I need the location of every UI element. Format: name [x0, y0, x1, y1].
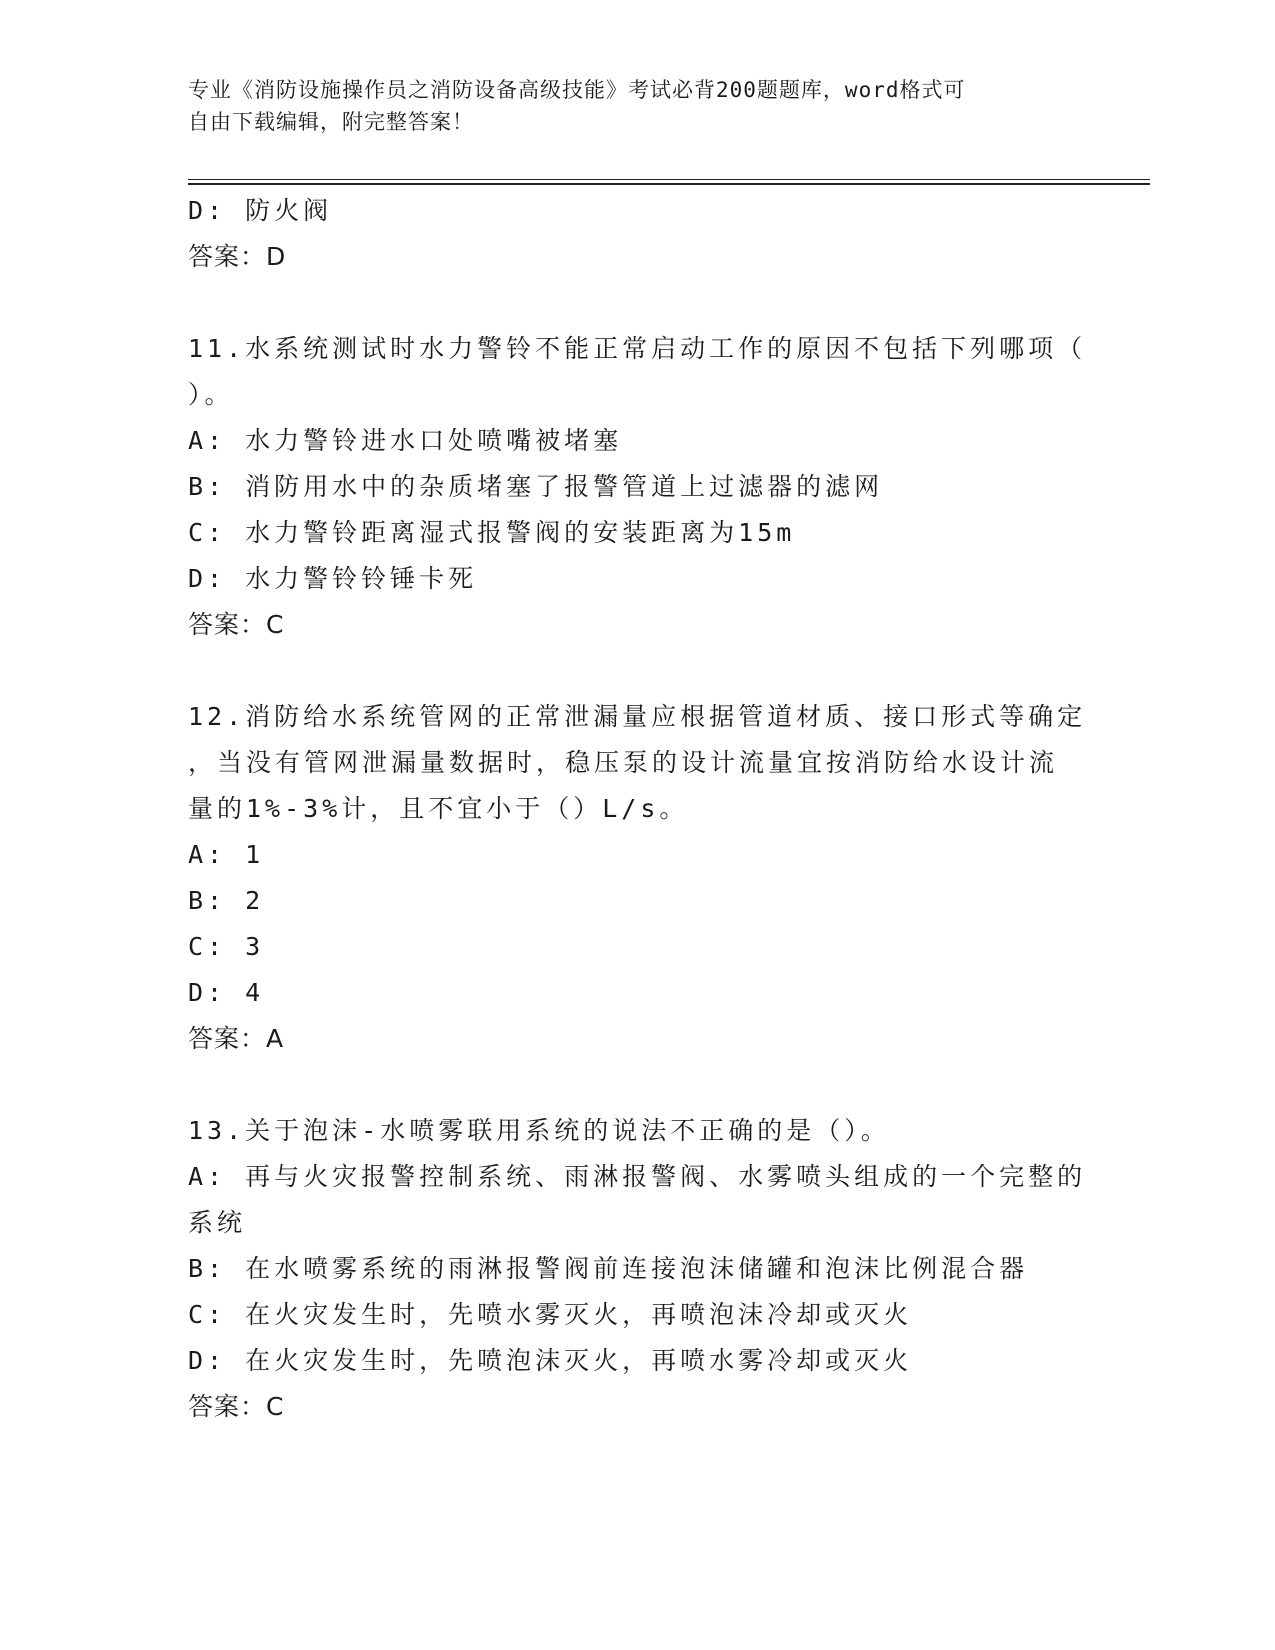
- question-stem: ，当没有管网泄漏量数据时，稳压泵的设计流量宜按消防给水设计流: [188, 748, 1059, 777]
- spacer: [188, 1062, 1088, 1108]
- answer: 答案：C: [188, 610, 285, 639]
- option-d: D: 4: [188, 978, 265, 1007]
- option-a: A: 水力警铃进水口处喷嘴被堵塞: [188, 426, 623, 455]
- answer: 答案：C: [188, 1392, 285, 1421]
- document-header: [188, 74, 1088, 138]
- option-b: B: 消防用水中的杂质堵塞了报警管道上过滤器的滤网: [188, 472, 884, 501]
- option-a-continued: 系统: [188, 1208, 247, 1237]
- question-13: [188, 1108, 1088, 1430]
- option-c: C: 3: [188, 932, 265, 961]
- option-a: A: 再与火灾报警控制系统、雨淋报警阀、水雾喷头组成的一个完整的: [188, 1162, 1087, 1191]
- option-b: B: 2: [188, 886, 265, 915]
- question-stem: ）。: [188, 380, 234, 409]
- option-c: C: 水力警铃距离湿式报警阀的安装距离为15m: [188, 518, 796, 547]
- spacer: [188, 280, 1088, 326]
- question-stem: 量的1%-3%计，且不宜小于（）L/s。: [188, 794, 689, 823]
- option-d: D: 在火灾发生时，先喷泡沫灭火，再喷水雾冷却或灭火: [188, 1346, 913, 1375]
- document-body: [188, 188, 1088, 1430]
- question-stem: 11.水系统测试时水力警铃不能正常启动工作的原因不包括下列哪项（: [188, 334, 1087, 363]
- option-a: A: 1: [188, 840, 265, 869]
- answer: 答案：D: [188, 242, 287, 271]
- question-12: [188, 694, 1088, 1062]
- option-d: D: 水力警铃铃锤卡死: [188, 564, 478, 593]
- answer: 答案：A: [188, 1024, 285, 1053]
- question-stem: 13.关于泡沫-水喷雾联用系统的说法不正确的是（）。: [188, 1116, 890, 1145]
- header-divider-thick: [188, 183, 1150, 185]
- spacer: [188, 648, 1088, 694]
- question-stem: 12.消防给水系统管网的正常泄漏量应根据管道材质、接口形式等确定: [188, 702, 1087, 731]
- question-11: [188, 326, 1088, 648]
- option-d: D: 防火阀: [188, 196, 333, 225]
- option-c: C: 在火灾发生时，先喷水雾灭火，再喷泡沫冷却或灭火: [188, 1300, 913, 1329]
- header-line-2: 自由下载编辑，附完整答案！: [188, 110, 474, 134]
- header-divider-thin: [188, 179, 1150, 180]
- option-b: B: 在水喷雾系统的雨淋报警阀前连接泡沫储罐和泡沫比例混合器: [188, 1254, 1029, 1283]
- header-line-1: 专业《消防设施操作员之消防设备高级技能》考试必背200题题库，word格式可: [188, 78, 966, 102]
